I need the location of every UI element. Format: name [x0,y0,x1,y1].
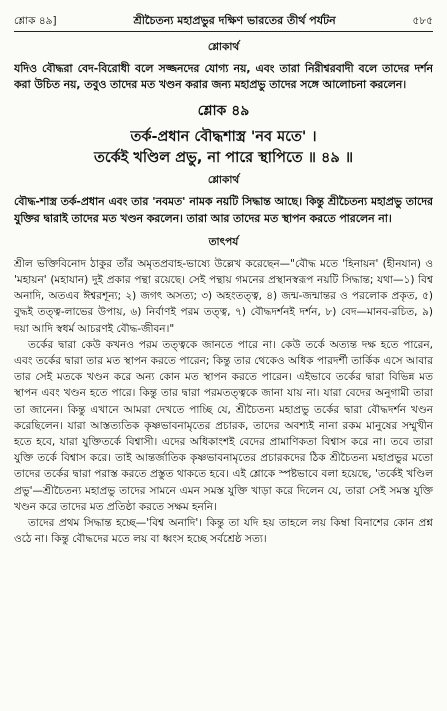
page-number: ৫৮৫ [412,15,433,27]
chapter-title: শ্রীচৈতন্য মহাপ্রভুর দক্ষিণ ভারতের তীর্থ পর্যটন [133,14,336,27]
purport-heading: তাৎপর্য [208,235,239,248]
verse-line-1: তর্ক-প্রধান বৌদ্ধশাস্ত্র 'নব মতে' । [130,129,317,146]
purport-paragraph-3: তাদের প্রথম সিদ্ধান্ত হচ্ছে—'বিশ্ব অনাদি'। কিন্তু তা যদি হয় তাহলে লয় কিম্বা বিনাশের কোন প্রশ্ন ওঠে না। কিন্তু বৌদ্ধদের মতে লয় বা ধ্বংস হচ্ছে সর্বশ্রেষ্ঠ সত্য। [14,517,433,546]
translation-text-1: যদিও বৌদ্ধরা বেদ-বিরোধী বলে সজ্জনদের যোগ্য নয়, এবং তারা নিরীশ্বরবাদী বলে তাদের দর্শন করা উচিত নয়, তবুও তাদের মত খণ্ডন করার জন্য মহাপ্রভু তাদের সঙ্গে আলোচনা করলেন। [14,62,433,92]
running-header [14,12,433,31]
verse-reference: শ্লোক ৪৯] [14,15,57,27]
header-divider [14,31,433,32]
translation-heading-1: শ্লোকার্থ [207,41,240,53]
purport-paragraph-1: শ্রীল ভক্তিবিনোদ ঠাকুর তাঁর অমৃতপ্রবাহ-ভাষ্যে উল্লেখ করেছেন—"বৌদ্ধ মতে 'হিনায়ন' (হীনযান) ও 'মহায়ন' (মহাযান) দুই প্রকার পন্থা রয়েছে। সেই পন্থায় গমনের প্রস্থানস্বরূপ নয়টি সিদ্ধান্ত; যথা—১) বিশ্ব অনাদি, অতএব ঈশ্বরশূন্য; ২) জগৎ অসত্য; ৩) অহংতত্ত্ব, ৪) জন্ম-জন্মান্তর ও পরলোক প্রকৃত, ৫) বুদ্ধই তত্ত্ব-লাভের উপায়, ৬) নির্বাণই পরম তত্ত্ব, ৭) বৌদ্ধদর্শনই দর্শন, ৮) বেদ—মানব-রচিত, ৯) দয়া আদি স্বধর্ম আচরণই বৌদ্ধ-জীবন।" [14,257,433,335]
translation-heading-2: শ্লোকার্থ [207,174,240,187]
page-body [14,38,433,707]
purport-paragraph-2: তর্কের দ্বারা কেউ কখনও পরম তত্ত্বকে জানতে পারে না। কেউ তর্কে অত্যন্ত দক্ষ হতে পারেন, এবং তর্কের দ্বারা তার মত স্থাপন করতে পারেন; কিন্তু তার থেকেও অধিক পারদর্শী তার্কিক এসে আবার তার সেই মতকে খণ্ডন করে অন্য কোন মত স্থাপন করতে পারেন। এইভাবে তর্কের দ্বারা বিভিন্ন মত স্থাপন এবং খণ্ডন হতে পারে। কিন্তু তার দ্বারা পরমতত্ত্বকে জানা যায় না। যারা বেদের অনুগামী তারা তা জানেন। কিন্তু এখানে আমরা দেখতে পাচ্ছি যে, শ্রীচৈতন্য মহাপ্রভু তর্কের দ্বারা বৌদ্ধদর্শন খণ্ডন করেছিলেন। যারা আস্তত্যতিক কৃষ্ণভাবনামৃতের প্রচারক, তাদের অবশ্যই নানা রকম মানুষের সম্মুখীন হতে হবে, যারা যুক্তিতর্কে বিশ্বাসী। এদের অধিকাংশই বেদের প্রামাণিকতা বিশ্বাস করে না। তবে তারা যুক্তি তর্কে বিশ্বাস করে। তাই আন্তর্জাতিক কৃষ্ণভাবনামৃতের প্রচারকদের ঠিক শ্রীচৈতন্য মহাপ্রভুর মতো তাদের তর্কের দ্বারা পরাস্ত করতে প্রস্তুত থাকতে হবে। এই শ্লোকে স্পষ্টভাবে বলা হয়েছে, 'তর্কেই খণ্ডিল প্রভু'—শ্রীচৈতন্য মহাপ্রভু তাদের সামনে এমন সমস্ত যুক্তি খাড়া করে দিলেন যে, তারা সেই সমস্ত যুক্তি খণ্ডন করে তাদের মত প্রতিষ্ঠা করতে সক্ষম হননি। [14,338,433,513]
verse-number: শ্লোক ৪৯ [197,103,250,120]
verse-line-2: তর্কেই খণ্ডিল প্রভু, না পারে স্থাপিতে ॥ ৪৯ ॥ [93,150,354,167]
translation-text-2: বৌদ্ধ-শাস্ত্র তর্ক-প্রধান এবং তার 'নবমত' নামক নয়টি সিদ্ধান্ত আছে। কিন্তু শ্রীচৈতন্য মহাপ্রভু তাদের যুক্তির দ্বারাই তাদের মত খণ্ডন করলেন। তারা আর তাদের মত স্থাপন করতে পারলেন না। [14,195,433,225]
